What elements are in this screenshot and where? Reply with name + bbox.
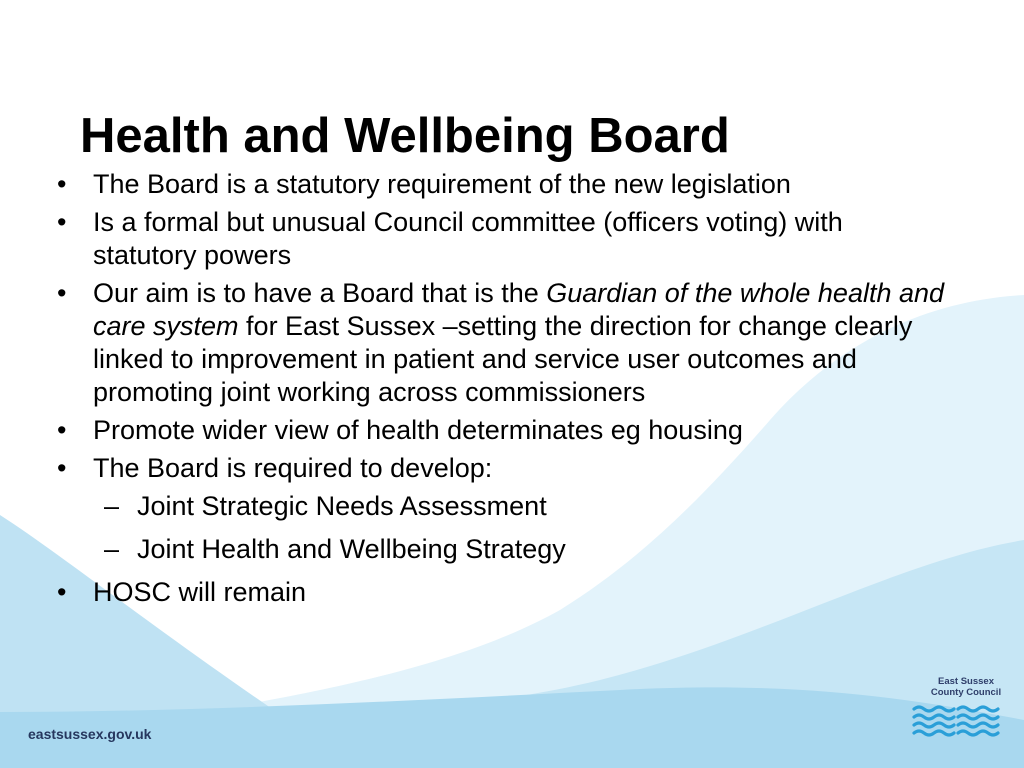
bullet-text: Joint Health and Wellbeing Strategy [137,534,566,564]
bullet-item [50,452,950,485]
sub-bullet-item [50,490,950,523]
bullet-text: HOSC will remain [93,577,307,607]
logo-text-line2: County Council [930,687,1002,698]
slide-title: Health and Wellbeing Board [80,109,730,163]
bullet-text: for East Sussex –setting the direction for change clearly linked to improvement in patient and service user outcomes and promoting joint working across commissioners [93,311,913,407]
east-sussex-waves-icon [912,704,1000,742]
bullet-item [50,414,950,447]
sub-bullet-item [50,533,950,566]
bullet-text: The Board is a statutory requirement of the new legislation [93,169,791,199]
bullet-text-italic: Guardian of the whole health and care system [93,278,945,341]
bullet-item [50,206,950,272]
logo-text-line1: East Sussex [938,676,994,687]
council-logo [912,676,1002,742]
website-url: eastsussex.gov.uk [28,726,152,742]
bullet-item [50,576,950,609]
bullet-text: The Board is required to develop: [93,453,493,483]
bullet-text: Our aim is to have a Board that is the [93,278,547,308]
bullet-text: Is a formal but unusual Council committee (officers voting) with statutory powers [93,207,843,270]
bullet-list [50,168,950,614]
bullet-text: Promote wider view of health determinates eg housing [93,415,743,445]
logo-text [930,676,1002,698]
bullet-item [50,168,950,201]
bullet-text: Joint Strategic Needs Assessment [137,491,547,521]
bullet-item [50,277,950,409]
